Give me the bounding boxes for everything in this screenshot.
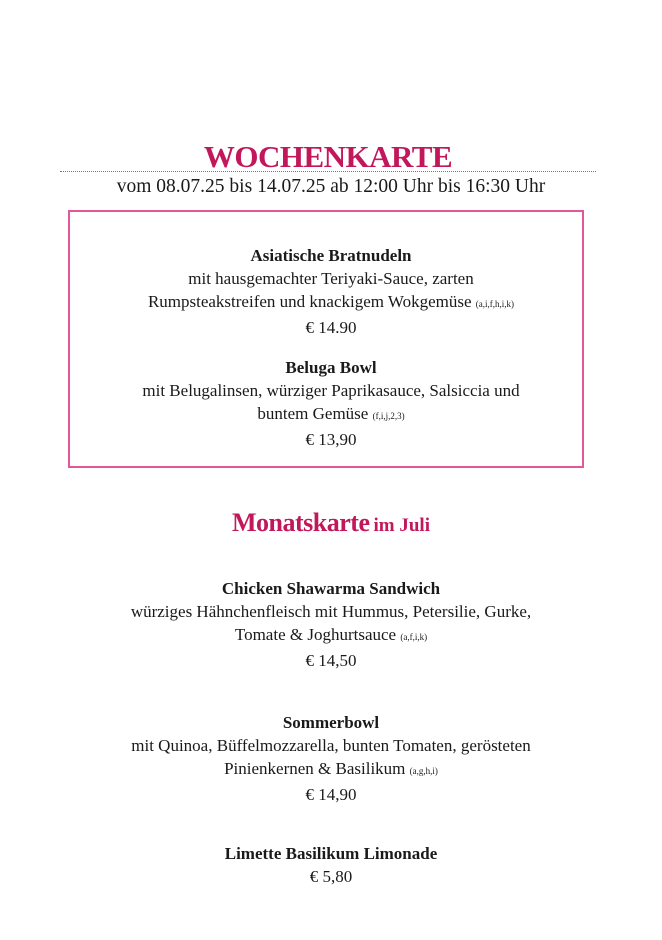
dish-price: € 13,90 bbox=[305, 430, 357, 449]
dish-description bbox=[0, 290, 662, 316]
allergen-codes: (a,g,h,i) bbox=[409, 766, 438, 776]
monthly-subtitle: im Juli bbox=[373, 515, 430, 536]
dish-description bbox=[0, 402, 662, 428]
dish-name: Sommerbowl bbox=[282, 713, 380, 732]
dish-description-end: Rumpsteakstreifen und knackigem Wokgemüse bbox=[147, 292, 472, 311]
allergen-codes: (f,i,j,2,3) bbox=[372, 411, 405, 421]
dish-price: € 14,90 bbox=[305, 785, 357, 804]
monthly-item bbox=[0, 711, 662, 806]
dish-description: würziges Hähnchenfleisch mit Hummus, Petersilie, Gurke, bbox=[130, 602, 532, 621]
title-divider bbox=[60, 171, 596, 172]
dish-description bbox=[0, 757, 662, 783]
dish-price: € 14.90 bbox=[305, 318, 357, 337]
dish-description-end: buntem Gemüse bbox=[257, 404, 369, 423]
date-range: vom 08.07.25 bis 14.07.25 ab 12:00 Uhr bis 16:30 Uhr bbox=[116, 176, 546, 197]
monthly-title: Monatskarte bbox=[232, 508, 370, 537]
dish-description-end: Tomate & Joghurtsauce bbox=[234, 625, 397, 644]
monthly-item bbox=[0, 842, 662, 888]
page-title: WOCHENKARTE bbox=[203, 139, 453, 174]
weekly-item bbox=[0, 356, 662, 451]
dish-price: € 5,80 bbox=[309, 867, 353, 886]
title-wrap bbox=[60, 140, 596, 174]
dish-name: Limette Basilikum Limonade bbox=[224, 844, 438, 863]
dish-description-end: Pinienkernen & Basilikum bbox=[224, 759, 406, 778]
allergen-codes: (a,i,f,h,i,k) bbox=[475, 299, 515, 309]
dish-price: € 14,50 bbox=[305, 651, 357, 670]
dish-description: mit Quinoa, Büffelmozzarella, bunten Tomaten, gerösteten bbox=[131, 736, 531, 755]
dish-description: mit Belugalinsen, würziger Paprikasauce, Salsiccia und bbox=[142, 381, 520, 400]
weekly-item bbox=[0, 244, 662, 339]
dish-name: Asiatische Bratnudeln bbox=[250, 246, 412, 265]
dish-name: Chicken Shawarma Sandwich bbox=[221, 579, 441, 598]
dish-name: Beluga Bowl bbox=[285, 358, 377, 377]
monthly-heading bbox=[0, 508, 662, 538]
monthly-item bbox=[0, 577, 662, 672]
dish-description bbox=[0, 623, 662, 649]
dish-description: mit hausgemachter Teriyaki-Sauce, zarten bbox=[188, 269, 474, 288]
allergen-codes: (a,f,i,k) bbox=[400, 632, 428, 642]
